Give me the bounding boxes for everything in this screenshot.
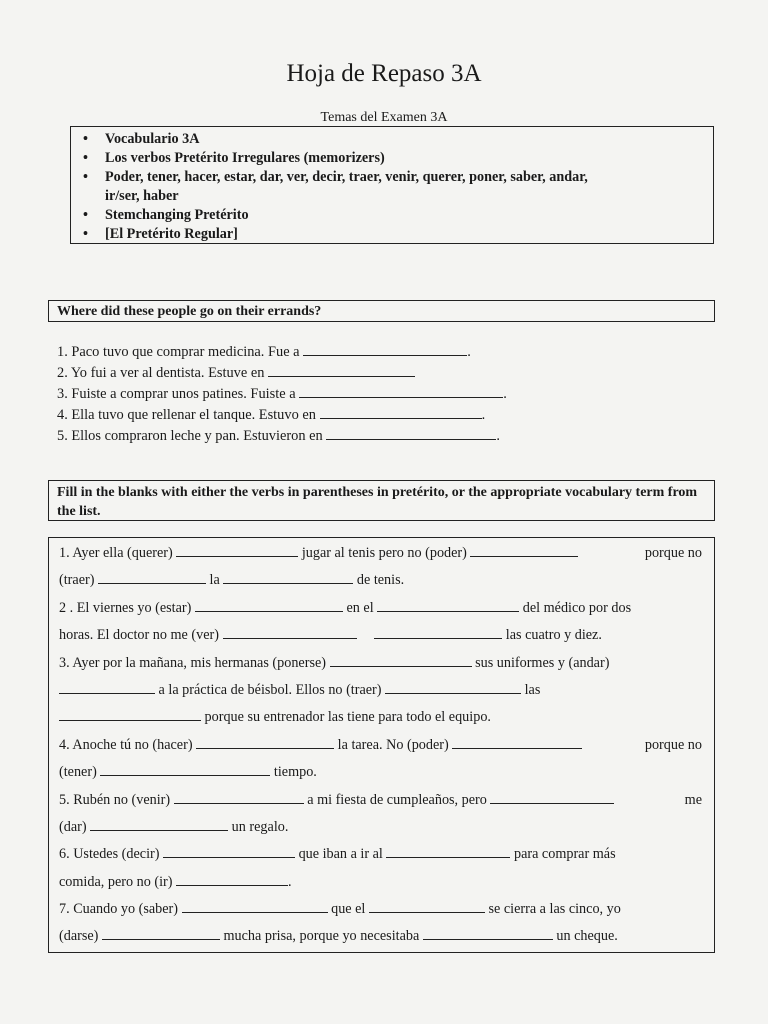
answer-blank[interactable] [98,570,206,584]
answer-blank[interactable] [452,735,582,749]
errands-list [57,342,507,447]
answer-blank[interactable] [377,598,519,612]
fill-in-box [48,537,715,953]
bullet-icon: • [83,150,88,166]
answer-blank[interactable] [385,680,521,694]
answer-blank[interactable] [100,762,270,776]
answer-blank[interactable] [470,543,578,557]
answer-blank[interactable] [369,899,485,913]
answer-blank[interactable] [195,598,343,612]
answer-blank[interactable] [326,426,496,440]
sentence-line: (traer) la de tenis. [59,572,405,589]
answer-blank[interactable] [330,653,472,667]
answer-blank[interactable] [196,735,334,749]
sentence-line: (tener) tiempo. [59,764,317,781]
answer-blank[interactable] [163,844,295,858]
answer-blank[interactable] [223,625,357,639]
answer-blank[interactable] [374,625,502,639]
answer-blank[interactable] [268,363,415,377]
answer-blank[interactable] [90,817,228,831]
list-item: 2. Yo fui a ver al dentista. Estuve en [57,363,507,384]
answer-blank[interactable] [59,680,155,694]
bullet-icon: • [83,207,88,223]
sentence-line: comida, pero no (ir) . [59,873,292,890]
answer-blank[interactable] [320,405,482,419]
sentence-line: 4. Anoche tú no (hacer) la tarea. No (poder) porque no [59,736,702,753]
topic-item: • Poder, tener, hacer, estar, dar, ver, decir, traer, venir, querer, poner, saber, andar, ir/ser, haber [83,169,588,204]
answer-blank[interactable] [303,342,467,356]
answer-blank[interactable] [176,872,288,886]
list-item: 5. Ellos compraron leche y pan. Estuvieron en . [57,428,500,444]
answer-blank[interactable] [423,926,553,940]
topic-item: • [El Pretérito Regular] [83,226,238,242]
sentence-line: 6. Ustedes (decir) que iban a ir al para comprar más [59,846,616,863]
sentence-line: 3. Ayer por la mañana, mis hermanas (ponerse) sus uniformes y (andar) [59,654,610,671]
topic-item: • Vocabulario 3A [83,131,200,147]
topics-box [70,126,714,244]
worksheet-title: Hoja de Repaso 3A [286,60,482,87]
sentence-line: a la práctica de béisbol. Ellos no (traer) las [59,677,714,704]
topic-item: • Los verbos Pretérito Irregulares (memorizers) [83,150,385,166]
answer-blank[interactable] [490,790,614,804]
answer-blank[interactable] [386,844,510,858]
section2-heading: Fill in the blanks with either the verbs in parentheses in pretérito, or the appropriate vocabulary term from the list. [48,480,715,521]
topics-subtitle: Temas del Examen 3A [320,110,448,125]
answer-blank[interactable] [102,926,220,940]
sentence-line: horas. El doctor no me (ver) las cuatro y diez. [59,627,602,644]
sentence-line: 2 . El viernes yo (estar) en el del médico por dos [59,599,632,616]
sentence-line: 7. Cuando yo (saber) que el se cierra a las cinco, yo [59,901,621,918]
topic-item: • Stemchanging Pretérito [83,207,249,223]
bullet-icon: • [83,169,88,185]
bullet-icon: • [83,226,88,242]
answer-blank[interactable] [59,707,201,721]
list-item: 4. Ella tuvo que rellenar el tanque. Estuvo en . [57,407,486,423]
section1-heading: Where did these people go on their errands? [48,300,715,322]
list-item: 3. Fuiste a comprar unos patines. Fuiste a . [57,386,507,402]
answer-blank[interactable] [299,384,503,398]
sentence-line: porque su entrenador las tiene para todo el equipo. [59,704,714,731]
sentence-line: 5. Rubén no (venir) a mi fiesta de cumpleaños, pero me [59,791,702,808]
list-item: 1. Paco tuvo que comprar medicina. Fue a . [57,344,471,360]
sentence-line: (darse) mucha prisa, porque yo necesitaba un cheque. [59,928,618,945]
bullet-icon: • [83,131,88,147]
answer-blank[interactable] [174,790,304,804]
answer-blank[interactable] [223,570,353,584]
sentence-line: 1. Ayer ella (querer) jugar al tenis pero no (poder) porque no [59,545,702,561]
answer-blank[interactable] [182,899,328,913]
sentence-line: (dar) un regalo. [59,818,289,835]
answer-blank[interactable] [176,543,298,557]
